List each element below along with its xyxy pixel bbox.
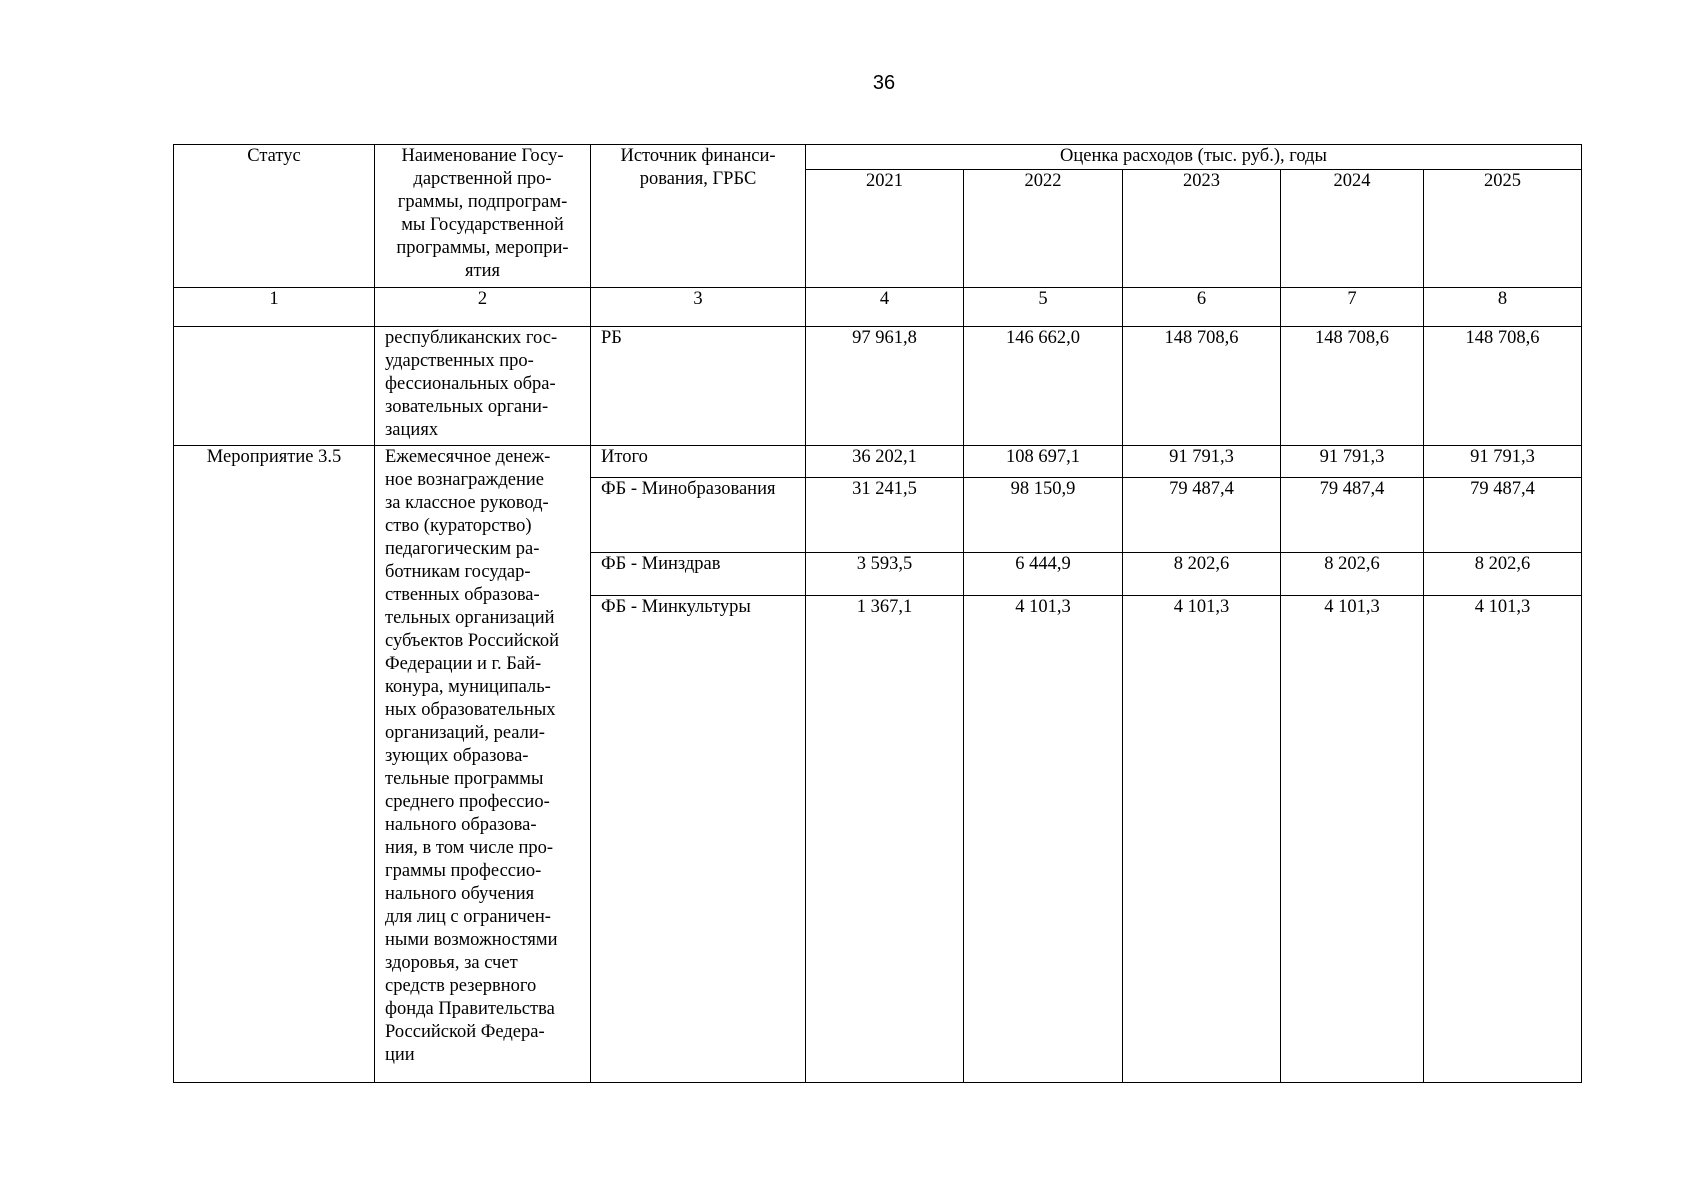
header-year-2023: 2023	[1123, 170, 1281, 288]
value-cell: 4 101,3	[964, 596, 1123, 1083]
column-number: 1	[174, 288, 375, 327]
continuation-name-line: ударственных про-	[385, 351, 534, 371]
measure-name-line: конура, муниципаль-	[385, 677, 551, 697]
measure-name-line: средств резервного	[385, 976, 537, 996]
value-cell: 79 487,4	[1281, 478, 1424, 553]
header-year-2024: 2024	[1281, 170, 1424, 288]
continuation-name-line: зовательных органи-	[385, 397, 549, 417]
measure-name-line: ственных образова-	[385, 585, 540, 605]
value-cell: 79 487,4	[1123, 478, 1281, 553]
measure-name-line: ное вознаграждение	[385, 470, 544, 490]
measure-name-line: ными возможностями	[385, 930, 558, 950]
measure-name-line: педагогическим ра-	[385, 539, 540, 559]
header-name-line: программы, меропри-	[396, 238, 569, 258]
measure-name-line: тельные программы	[385, 769, 544, 789]
value-cell: 4 101,3	[1424, 596, 1582, 1083]
header-status: Статус	[174, 145, 375, 288]
measure-name-line: ции	[385, 1045, 415, 1065]
value-cell: 6 444,9	[964, 553, 1123, 596]
source-cell: ФБ - Минобразования	[591, 478, 806, 553]
value-cell: 79 487,4	[1424, 478, 1582, 553]
value-cell: 91 791,3	[1424, 446, 1582, 478]
source-cell: ФБ - Минкультуры	[591, 596, 806, 1083]
header-source-line: Источник финанси-	[620, 146, 776, 166]
header-name-line: дарственной про-	[413, 169, 552, 189]
continuation-status	[174, 327, 375, 446]
column-number: 6	[1123, 288, 1281, 327]
value-cell: 98 150,9	[964, 478, 1123, 553]
value-cell: 36 202,1	[806, 446, 964, 478]
measure-row-total	[174, 446, 1582, 478]
value-cell: 97 961,8	[806, 327, 964, 446]
measure-name-line: ство (кураторство)	[385, 516, 532, 536]
value-cell: 31 241,5	[806, 478, 964, 553]
continuation-name-line: республиканских гос-	[385, 328, 558, 348]
header-name-line: мы Государственной	[401, 215, 564, 235]
value-cell: 148 708,6	[1123, 327, 1281, 446]
measure-name-line: граммы профессио-	[385, 861, 542, 881]
measure-name	[375, 446, 591, 1083]
measure-name-line: здоровья, за счет	[385, 953, 518, 973]
value-cell: 91 791,3	[1123, 446, 1281, 478]
measure-name-line: зующих образова-	[385, 746, 529, 766]
measure-name-line: ния, в том числе про-	[385, 838, 554, 858]
measure-name-line: ботникам государ-	[385, 562, 531, 582]
measure-status: Мероприятие 3.5	[174, 446, 375, 1083]
continuation-row	[174, 327, 1582, 446]
measure-name-line: для лиц с ограничен-	[385, 907, 551, 927]
value-cell: 91 791,3	[1281, 446, 1424, 478]
value-cell: 108 697,1	[964, 446, 1123, 478]
budget-table	[173, 144, 1582, 1083]
continuation-name	[375, 327, 591, 446]
measure-name-line: Федерации и г. Бай-	[385, 654, 542, 674]
value-cell: 4 101,3	[1281, 596, 1424, 1083]
header-name-line: ятия	[464, 261, 500, 281]
page-number: 36	[872, 72, 896, 94]
value-cell: 1 367,1	[806, 596, 964, 1083]
header-year-2022: 2022	[964, 170, 1123, 288]
measure-name-line: субъектов Российской	[385, 631, 560, 651]
column-number: 4	[806, 288, 964, 327]
column-number: 8	[1424, 288, 1582, 327]
measure-name-line: Ежемесячное денеж-	[385, 447, 551, 467]
header-source-line: рования, ГРБС	[639, 169, 757, 189]
header-expenses: Оценка расходов (тыс. руб.), годы	[806, 145, 1582, 170]
column-number: 5	[964, 288, 1123, 327]
header-year-2021: 2021	[806, 170, 964, 288]
measure-name-line: нального обучения	[385, 884, 535, 904]
header-row	[174, 145, 1582, 170]
measure-name-line: Российской Федера-	[385, 1022, 545, 1042]
header-name-line: Наименование Госу-	[401, 146, 564, 166]
header-name	[375, 145, 591, 288]
value-cell: 146 662,0	[964, 327, 1123, 446]
column-numbers-row	[174, 288, 1582, 327]
measure-name-line: ных образовательных	[385, 700, 556, 720]
value-cell: 148 708,6	[1424, 327, 1582, 446]
measure-name-line: организаций, реали-	[385, 723, 545, 743]
source-cell: Итого	[591, 446, 806, 478]
column-number: 2	[375, 288, 591, 327]
measure-name-line: тельных организаций	[385, 608, 555, 628]
measure-name-line: нального образова-	[385, 815, 537, 835]
continuation-source: РБ	[591, 327, 806, 446]
measure-name-line: фонда Правительства	[385, 999, 555, 1019]
header-source	[591, 145, 806, 288]
value-cell: 148 708,6	[1281, 327, 1424, 446]
continuation-name-line: фессиональных обра-	[385, 374, 556, 394]
header-name-line: граммы, подпрограм-	[397, 192, 568, 212]
value-cell: 8 202,6	[1281, 553, 1424, 596]
value-cell: 3 593,5	[806, 553, 964, 596]
header-year-2025: 2025	[1424, 170, 1582, 288]
continuation-name-line: зациях	[385, 420, 439, 440]
measure-name-line: среднего профессио-	[385, 792, 550, 812]
measure-name-line: за классное руковод-	[385, 493, 549, 513]
value-cell: 8 202,6	[1123, 553, 1281, 596]
column-number: 7	[1281, 288, 1424, 327]
source-cell: ФБ - Минздрав	[591, 553, 806, 596]
value-cell: 8 202,6	[1424, 553, 1582, 596]
value-cell: 4 101,3	[1123, 596, 1281, 1083]
column-number: 3	[591, 288, 806, 327]
